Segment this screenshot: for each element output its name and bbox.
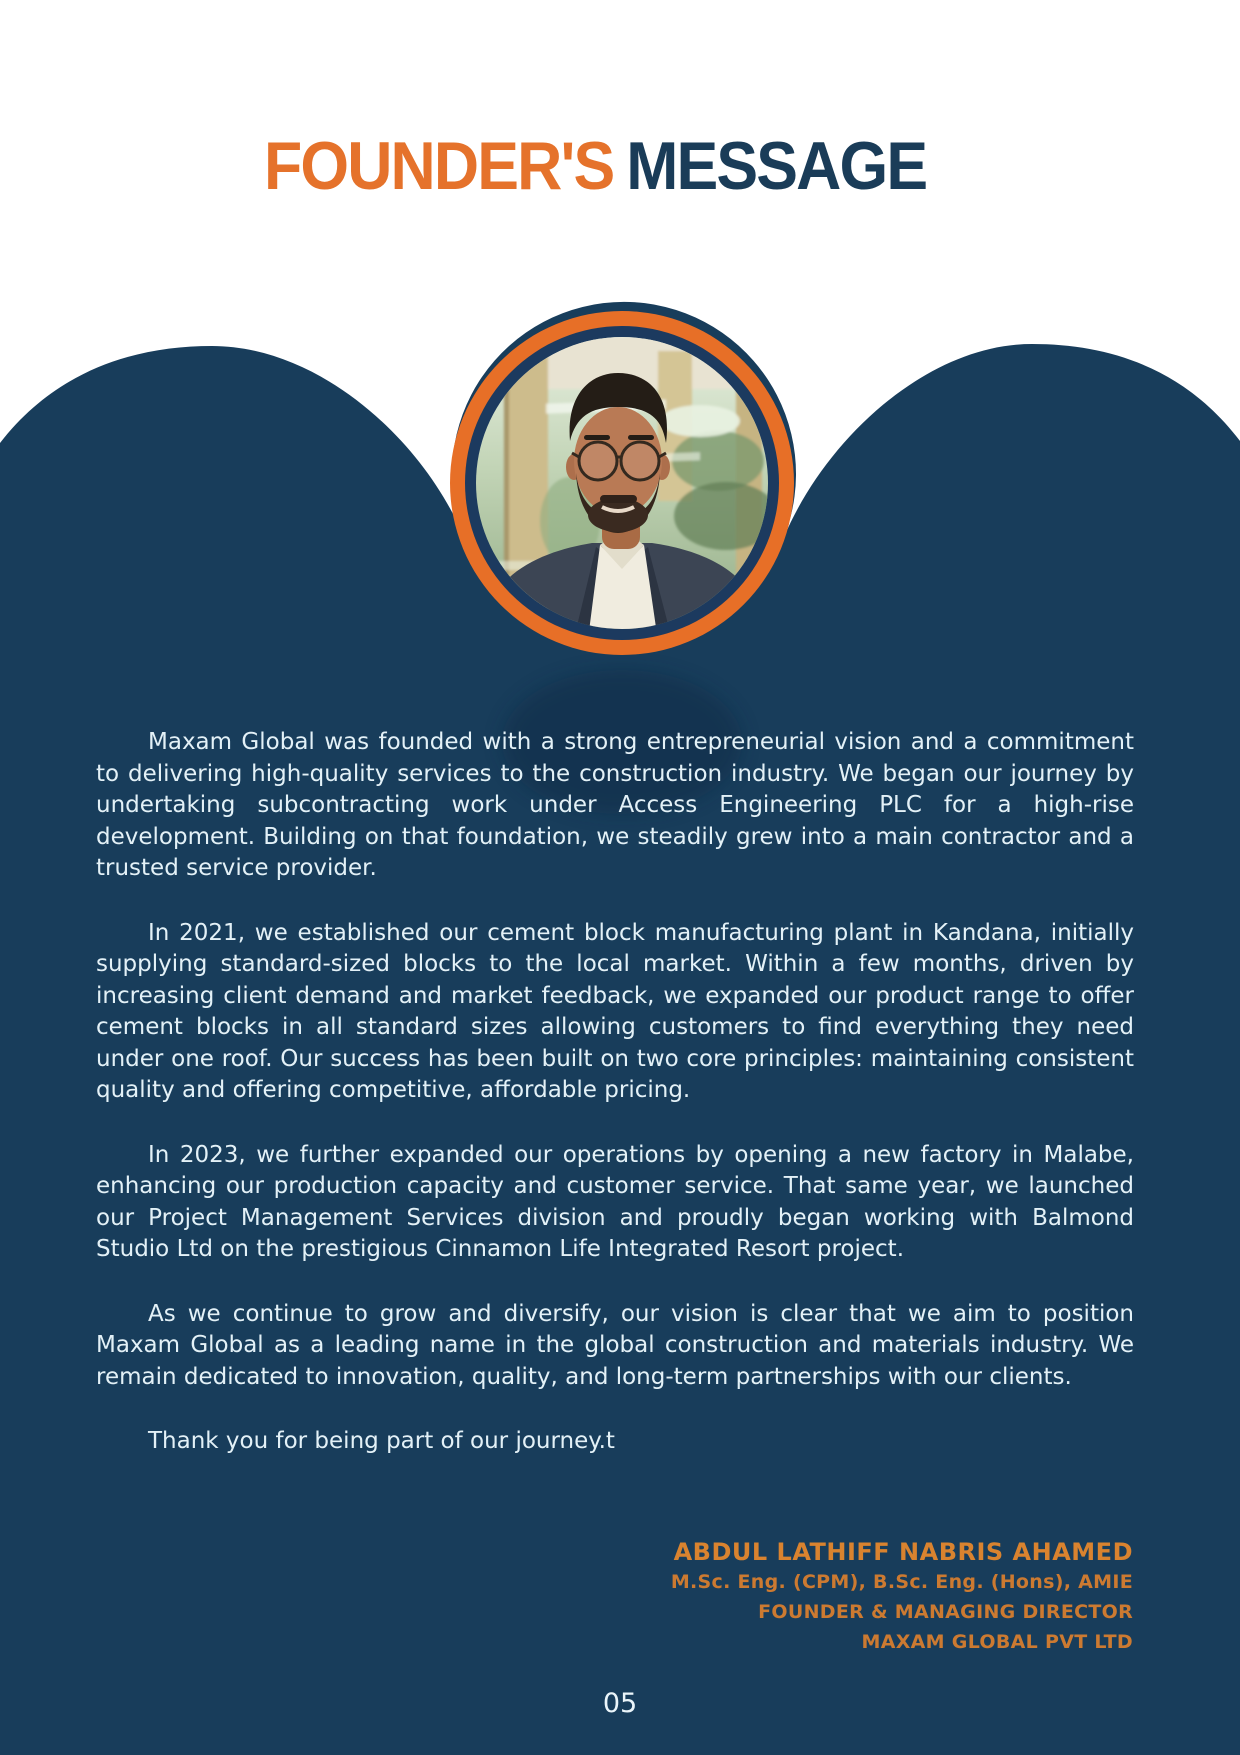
signature-company: MAXAM GLOBAL PVT LTD — [861, 1631, 1133, 1653]
body-paragraph-5: Thank you for being part of our journey.t — [148, 1428, 615, 1454]
body-paragraph-1: Maxam Global was founded with a strong entrepreneurial vision and a commitment to delivering high-quality services to the construction industry. We began our journey by undertaking subcontracting work under Access Engineering PLC for a high-rise development. Building on that foundation, we steadily grew into a main contractor and a trusted service provider. — [96, 729, 1134, 881]
message-body — [96, 727, 1134, 1491]
body-paragraph-2: In 2021, we established our cement block manufacturing plant in Kandana, initially supplying standard-sized blocks to the local market. Within a few months, driven by increasing client demand and market feedback, we expanded our product range to offer cement blocks in all standard sizes allowing customers to find everything they need under one roof. Our success has been built on two core principles: maintaining consistent quality and offering competitive, affordable pricing. — [96, 919, 1134, 1103]
title-word-founders: FOUNDER'S — [264, 128, 614, 204]
signature-block — [671, 1537, 1133, 1657]
founder-photo — [450, 311, 794, 655]
body-paragraph-3: In 2023, we further expanded our operations by opening a new factory in Malabe, enhancing our production capacity and customer service. That same year, we launched our Project Management Services division and proudly began working with Balmond Studio Ltd on the prestigious Cinnamon Life Integrated Resort project. — [96, 1141, 1134, 1262]
signature-qualifications: M.Sc. Eng. (CPM), B.Sc. Eng. (Hons), AMIE — [670, 1571, 1133, 1593]
signature-role: FOUNDER & MANAGING DIRECTOR — [758, 1601, 1133, 1623]
title-word-message: MESSAGE — [626, 128, 927, 204]
body-paragraph-4: As we continue to grow and diversify, our vision is clear that we aim to position Maxam Global as a leading name in the global construction and materials industry. We remain dedicated to innovation, quality, and long-term partnerships with our clients. — [96, 1300, 1134, 1390]
page-number: 05 — [602, 1688, 638, 1719]
signature-name: ABDUL LATHIFF NABRIS AHAMED — [673, 1538, 1133, 1566]
